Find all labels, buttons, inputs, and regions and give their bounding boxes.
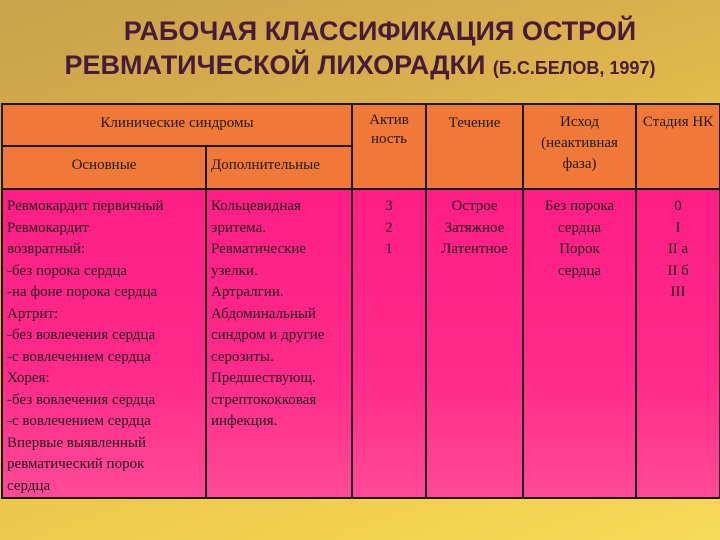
text-line: Ревмокардит <box>7 219 89 236</box>
text-line: -без порока сердца <box>7 262 128 279</box>
text-line: сердца <box>557 262 602 279</box>
text-line: Артрит: <box>7 305 59 322</box>
text-line: Абдоминальный <box>211 305 316 322</box>
text-line: сердца <box>557 219 602 236</box>
text-line: III <box>670 284 686 300</box>
text-line: Острое <box>451 198 498 214</box>
cell-outcome <box>523 189 636 498</box>
text-line: Впервые выявленный <box>7 434 147 451</box>
text-line: Артралгии. <box>211 284 284 300</box>
text-line: Хорея: <box>7 370 50 386</box>
header-additional: Дополнительные <box>206 146 352 189</box>
text-line: возвратный: <box>7 241 86 257</box>
text-line: серозиты. <box>211 348 274 365</box>
text-line: Ревматические <box>211 241 307 257</box>
text-line: -без вовлечения сердца <box>7 327 156 343</box>
text-line: узелки. <box>211 262 258 279</box>
text-line: 2 <box>385 219 393 236</box>
text-line: эритема. <box>211 219 266 236</box>
text-line: Затяжное <box>444 219 505 236</box>
text-line: -на фоне порока сердца <box>7 284 158 300</box>
text-line: II а <box>667 241 689 257</box>
text-line: синдром и другие <box>211 327 325 343</box>
classification-table <box>1 103 720 499</box>
title-line-2-text: РЕВМАТИЧЕСКОЙ ЛИХОРАДКИ <box>64 50 486 80</box>
header-clinical-syndromes: Клинические синдромы <box>2 104 352 146</box>
text-line: 3 <box>385 198 393 214</box>
text-line: I <box>675 219 681 236</box>
text-line: стрептококковая <box>211 391 317 408</box>
text-line: Кольцевидная <box>211 198 301 214</box>
text-line: 0 <box>674 198 682 214</box>
text-line: -без вовлечения сердца <box>7 391 156 408</box>
text-line: Без порока <box>544 198 615 214</box>
header-main: Основные <box>2 146 206 189</box>
header-stage: Стадия НК <box>636 104 720 189</box>
title-source: (Б.С.БЕЛОВ, 1997) <box>492 58 656 78</box>
text-line: 1 <box>385 241 393 257</box>
cell-additional-syndromes <box>206 189 352 498</box>
text-line: II б <box>667 262 689 279</box>
text-line: -с вовлечением сердца <box>7 413 151 429</box>
text-line: Предшествующ. <box>211 370 316 386</box>
header-outcome: Исход (неактивная фаза) <box>523 104 636 189</box>
text-line: сердца <box>7 477 51 494</box>
text-line: инфекция. <box>211 413 278 429</box>
cell-course <box>426 189 523 498</box>
header-course: Течение <box>426 104 523 189</box>
text-line: Ревмокардит первичный <box>7 198 164 214</box>
text-line: -с вовлечением сердца <box>7 348 151 365</box>
title-line-1: РАБОЧАЯ КЛАССИФИКАЦИЯ ОСТРОЙ <box>123 16 637 46</box>
text-line: Латентное <box>441 241 508 257</box>
header-activity: Актив ность <box>352 104 426 189</box>
slide-title <box>0 14 720 85</box>
cell-main-syndromes <box>2 189 206 498</box>
cell-activity <box>352 189 426 498</box>
cell-stage <box>636 189 720 498</box>
text-line: Порок <box>559 241 600 257</box>
text-line: ревматический порок <box>7 456 145 472</box>
title-line-2 <box>0 48 720 85</box>
